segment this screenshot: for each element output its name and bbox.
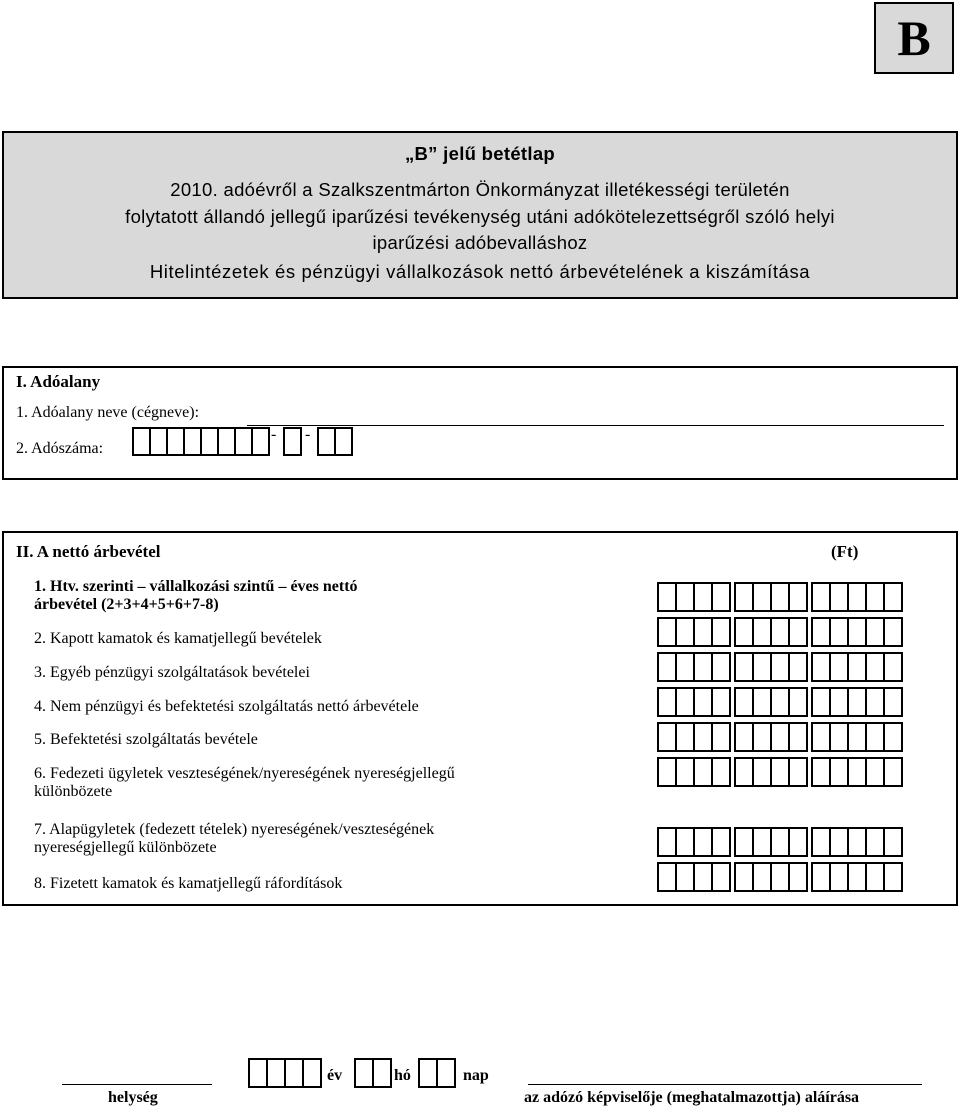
form-title: „B” jelű betétlap (404, 143, 556, 164)
digit-box[interactable] (811, 757, 831, 787)
digit-box[interactable] (657, 617, 677, 647)
form-description-line-1: 2010. adóévről a Szalkszentmárton Önkormányzat illetékességi területén (170, 179, 790, 200)
digit-box[interactable] (752, 582, 772, 612)
digit-box[interactable] (675, 652, 695, 682)
digit-box[interactable] (865, 617, 885, 647)
digit-box[interactable] (770, 617, 790, 647)
tax-number-label: 2. Adószáma: (16, 440, 104, 457)
row-5-label: 5. Befektetési szolgáltatás bevétele (34, 731, 258, 748)
digit-box[interactable] (829, 652, 849, 682)
digit-box[interactable] (811, 687, 831, 717)
digit-box[interactable] (883, 862, 903, 892)
digit-box[interactable] (811, 652, 831, 682)
digit-box[interactable] (711, 757, 731, 787)
digit-box[interactable] (266, 1058, 286, 1088)
digit-box[interactable] (788, 617, 808, 647)
amount-boxes-row-1[interactable] (657, 582, 901, 612)
digit-box[interactable] (788, 687, 808, 717)
digit-box[interactable] (711, 862, 731, 892)
month-label: hó (394, 1067, 411, 1084)
form-header (2, 131, 958, 299)
digit-box[interactable] (788, 827, 808, 857)
digit-box[interactable] (865, 652, 885, 682)
digit-box[interactable] (752, 827, 772, 857)
place-label: helység (108, 1089, 158, 1106)
digit-box[interactable] (811, 722, 831, 752)
row-3-label: 3. Egyéb pénzügyi szolgáltatások bevételei (34, 664, 310, 681)
digit-box[interactable] (418, 1058, 438, 1088)
tax-number-separator: - (305, 426, 311, 443)
digit-box[interactable] (883, 687, 903, 717)
digit-box[interactable] (865, 862, 885, 892)
digit-box[interactable] (693, 652, 713, 682)
row-1-label: 1. Htv. szerinti – vállalkozási szintű – éves nettó árbevétel (2+3+4+5+6+7-8) (34, 578, 358, 613)
digit-box[interactable] (251, 427, 270, 456)
digit-box[interactable] (711, 617, 731, 647)
digit-box[interactable] (734, 862, 754, 892)
digit-box[interactable] (883, 722, 903, 752)
digit-box[interactable] (847, 757, 867, 787)
digit-box[interactable] (675, 862, 695, 892)
place-field[interactable] (62, 1084, 212, 1085)
digit-box[interactable] (847, 652, 867, 682)
section-net-revenue (2, 531, 958, 906)
digit-box[interactable] (847, 687, 867, 717)
digit-box[interactable] (847, 582, 867, 612)
digit-box[interactable] (657, 757, 677, 787)
currency-unit: (Ft) (831, 542, 859, 561)
digit-box[interactable] (734, 722, 754, 752)
tax-number-county-boxes[interactable] (317, 427, 351, 456)
digit-box[interactable] (847, 862, 867, 892)
month-boxes[interactable] (354, 1058, 390, 1088)
amount-boxes-row-3[interactable] (657, 652, 901, 682)
day-label: nap (463, 1067, 489, 1084)
taxpayer-name-field[interactable] (247, 425, 944, 426)
digit-box[interactable] (811, 617, 831, 647)
year-label: év (327, 1067, 343, 1084)
digit-box[interactable] (734, 687, 754, 717)
form-subtitle: Hitelintézetek és pénzügyi vállalkozások nettó árbevételének a kiszámítása (149, 261, 811, 282)
signature-label: az adózó képviselője (meghatalmazottja) aláírása (524, 1089, 860, 1106)
form-description-line-3: iparűzési adóbevalláshoz (372, 232, 588, 253)
digit-box[interactable] (711, 722, 731, 752)
digit-box[interactable] (883, 757, 903, 787)
digit-box[interactable] (865, 687, 885, 717)
digit-box[interactable] (883, 582, 903, 612)
digit-box[interactable] (657, 652, 677, 682)
digit-box[interactable] (770, 652, 790, 682)
digit-box[interactable] (693, 862, 713, 892)
digit-box[interactable] (436, 1058, 456, 1088)
digit-box[interactable] (283, 427, 302, 456)
digit-box[interactable] (657, 827, 677, 857)
digit-box[interactable] (829, 757, 849, 787)
digit-box[interactable] (829, 582, 849, 612)
digit-box[interactable] (752, 687, 772, 717)
digit-box[interactable] (675, 617, 695, 647)
digit-box[interactable] (734, 827, 754, 857)
digit-box[interactable] (711, 582, 731, 612)
row-4-label: 4. Nem pénzügyi és befektetési szolgáltatás nettó árbevétele (34, 698, 419, 715)
digit-box[interactable] (693, 757, 713, 787)
digit-box[interactable] (770, 757, 790, 787)
digit-box[interactable] (675, 827, 695, 857)
tax-number-base-boxes[interactable] (132, 427, 268, 456)
digit-box[interactable] (334, 427, 353, 456)
digit-box[interactable] (788, 582, 808, 612)
digit-box[interactable] (770, 722, 790, 752)
form-description (4, 177, 956, 257)
digit-box[interactable] (675, 757, 695, 787)
digit-box[interactable] (734, 652, 754, 682)
digit-box[interactable] (711, 827, 731, 857)
digit-box[interactable] (865, 757, 885, 787)
digit-box[interactable] (883, 827, 903, 857)
tax-number-separator: - (271, 426, 277, 443)
form-description-line-2: folytatott állandó jellegű iparűzési tevékenység utáni adókötelezettségről szóló helyi (125, 205, 835, 227)
amount-boxes-row-6[interactable] (657, 757, 901, 787)
digit-box[interactable] (693, 617, 713, 647)
day-boxes[interactable] (418, 1058, 454, 1088)
digit-box[interactable] (788, 757, 808, 787)
amount-boxes-row-8[interactable] (657, 862, 901, 892)
digit-box[interactable] (752, 722, 772, 752)
row-7-label: 7. Alapügyletek (fedezett tételek) nyereségének/veszteségének nyereségjellegű különbözete (34, 821, 435, 856)
digit-box[interactable] (752, 652, 772, 682)
digit-box[interactable] (847, 617, 867, 647)
digit-box[interactable] (734, 582, 754, 612)
section-taxpayer-title: I. Adóalany (16, 372, 101, 391)
form-letter-badge: B (874, 2, 954, 74)
digit-box[interactable] (829, 617, 849, 647)
digit-box[interactable] (752, 862, 772, 892)
digit-box[interactable] (865, 582, 885, 612)
digit-box[interactable] (788, 652, 808, 682)
digit-box[interactable] (865, 722, 885, 752)
digit-box[interactable] (811, 582, 831, 612)
digit-box[interactable] (752, 757, 772, 787)
amount-boxes-row-5[interactable] (657, 722, 901, 752)
digit-box[interactable] (883, 652, 903, 682)
digit-box[interactable] (865, 827, 885, 857)
year-boxes[interactable] (248, 1058, 320, 1088)
digit-box[interactable] (770, 582, 790, 612)
digit-box[interactable] (693, 722, 713, 752)
digit-box[interactable] (657, 862, 677, 892)
row-8-label: 8. Fizetett kamatok és kamatjellegű ráfordítások (34, 875, 343, 892)
digit-box[interactable] (675, 582, 695, 612)
digit-box[interactable] (657, 722, 677, 752)
amount-boxes-row-2[interactable] (657, 617, 901, 647)
digit-box[interactable] (811, 862, 831, 892)
digit-box[interactable] (752, 617, 772, 647)
digit-box[interactable] (693, 827, 713, 857)
digit-box[interactable] (829, 687, 849, 717)
digit-box[interactable] (847, 827, 867, 857)
digit-box[interactable] (883, 617, 903, 647)
digit-box[interactable] (711, 652, 731, 682)
digit-box[interactable] (675, 722, 695, 752)
digit-box[interactable] (284, 1058, 304, 1088)
digit-box[interactable] (847, 722, 867, 752)
digit-box[interactable] (770, 687, 790, 717)
digit-box[interactable] (354, 1058, 374, 1088)
tax-number-vat-box[interactable] (283, 427, 300, 456)
digit-box[interactable] (829, 722, 849, 752)
digit-box[interactable] (829, 827, 849, 857)
digit-box[interactable] (693, 687, 713, 717)
digit-box[interactable] (372, 1058, 392, 1088)
digit-box[interactable] (788, 722, 808, 752)
digit-box[interactable] (829, 862, 849, 892)
taxpayer-name-label: 1. Adóalany neve (cégneve): (16, 404, 200, 421)
digit-box[interactable] (693, 582, 713, 612)
signature-field[interactable] (528, 1084, 922, 1085)
digit-box[interactable] (675, 687, 695, 717)
digit-box[interactable] (734, 617, 754, 647)
digit-box[interactable] (711, 687, 731, 717)
section-net-revenue-title: II. A nettó árbevétel (16, 542, 161, 561)
digit-box[interactable] (657, 582, 677, 612)
section-taxpayer (2, 366, 958, 480)
digit-box[interactable] (302, 1058, 322, 1088)
digit-box[interactable] (788, 862, 808, 892)
digit-box[interactable] (770, 827, 790, 857)
digit-box[interactable] (657, 687, 677, 717)
row-2-label: 2. Kapott kamatok és kamatjellegű bevételek (34, 630, 322, 647)
digit-box[interactable] (248, 1058, 268, 1088)
digit-box[interactable] (811, 827, 831, 857)
amount-boxes-row-7[interactable] (657, 827, 901, 857)
row-6-label: 6. Fedezeti ügyletek veszteségének/nyereségének nyereségjellegű különbözete (34, 765, 455, 800)
amount-boxes-row-4[interactable] (657, 687, 901, 717)
digit-box[interactable] (734, 757, 754, 787)
digit-box[interactable] (770, 862, 790, 892)
